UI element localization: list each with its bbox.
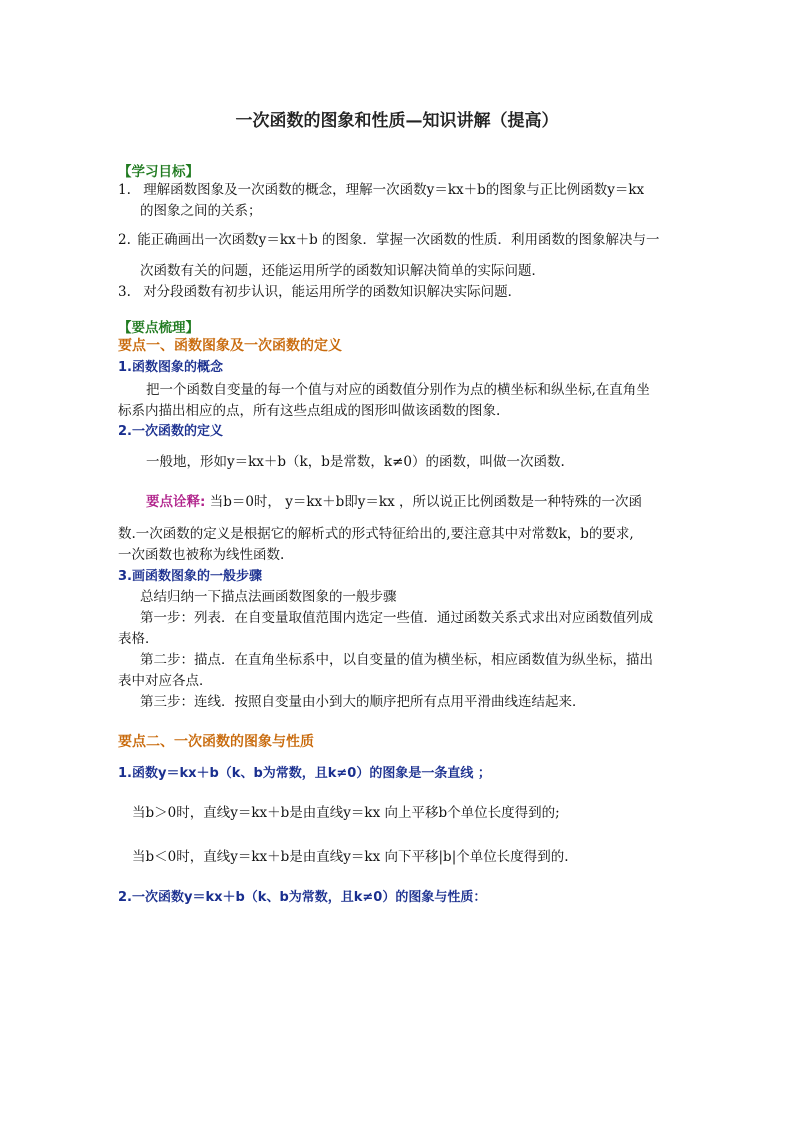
tip-text: 当b＝0时， y＝kx＋b即y＝kx ，所以说正比例函数是一种特殊的一次函: [209, 494, 642, 510]
paragraph-line: 把一个函数自变量的每一个值与对应的函数值分别作为点的横坐标和纵坐标,在直角坐: [146, 382, 650, 398]
page-title: 一次函数的图象和性质—知识讲解（提高）: [235, 111, 559, 131]
section-tag-points: 【要点梳理】: [118, 320, 199, 336]
key-point-1-heading: 要点一、函数图象及一次函数的定义: [118, 338, 342, 354]
subheading-graph-properties: 2.一次函数y＝kx＋b（k、b为常数，且k≠0）的图象与性质：: [118, 890, 487, 905]
paragraph-line: 当b＜0时，直线y＝kx＋b是由直线y＝kx 向下平移|b|个单位长度得到的.: [132, 849, 569, 865]
goal-number: 1.: [118, 182, 131, 198]
goal-item-3: [118, 280, 521, 300]
paragraph-line: 第一步：列表．在自变量取值范围内选定一些值．通过函数关系式求出对应函数值列成: [140, 610, 653, 626]
paragraph-line: 数.一次函数的定义是根据它的解析式的形式特征给出的,要注意其中对常数k，b的要求,: [118, 526, 634, 542]
goal-text: 对分段函数有初步认识，能运用所学的函数知识解决实际问题．: [143, 284, 522, 300]
key-point-2-heading: 要点二、一次函数的图象与性质: [118, 734, 314, 750]
paragraph-line: 表格．: [118, 631, 159, 647]
goal-item-2: [118, 228, 660, 248]
goal-item-1: [118, 178, 644, 198]
subheading-graph-concept: 1.函数图象的概念: [118, 360, 223, 375]
paragraph-line: 当b＞0时，直线y＝kx＋b是由直线y＝kx 向上平移b个单位长度得到的;: [132, 805, 560, 821]
section-tag-goals: 【学习目标】: [118, 164, 199, 180]
subheading-drawing-steps: 3.画函数图象的一般步骤: [118, 569, 262, 584]
paragraph-line: 一次函数也被称为线性函数.: [118, 547, 285, 563]
goal-text: 能正确画出一次函数y＝kx＋b 的图象．掌握一次函数的性质．利用函数的图象解决与一: [137, 232, 660, 248]
goal-text: 理解函数图象及一次函数的概念，理解一次函数y＝kx＋b的图象与正比例函数y＝kx: [143, 182, 645, 198]
paragraph-line: 标系内描出相应的点，所有这些点组成的图形叫做该函数的图象.: [118, 403, 501, 419]
paragraph-line: 第二步：描点．在直角坐标系中，以自变量的值为横坐标，相应函数值为纵坐标，描出: [140, 652, 653, 668]
goal-item-2-cont: 次函数有关的问题，还能运用所学的函数知识解决简单的实际问题．: [140, 263, 545, 279]
subheading-linear-definition: 2.一次函数的定义: [118, 424, 223, 439]
goal-number: 2.: [118, 232, 131, 248]
goal-item-1-cont: 的图象之间的关系；: [140, 203, 262, 219]
paragraph-line: 总结归纳一下描点法画函数图象的一般步骤: [140, 589, 397, 605]
paragraph-line: 第三步：连线．按照自变量由小到大的顺序把所有点用平滑曲线连结起来．: [140, 694, 586, 710]
goal-number: 3.: [118, 284, 131, 300]
paragraph-line: 一般地，形如y＝kx＋b（k，b是常数，k≠0）的函数，叫做一次函数.: [146, 454, 565, 470]
paragraph-line: 表中对应各点．: [118, 673, 213, 689]
tip-line: [146, 490, 642, 510]
tip-label: 要点诠释:: [146, 494, 206, 510]
subheading-graph-is-line: 1.函数y＝kx＋b（k、b为常数，且k≠0）的图象是一条直线 ；: [118, 766, 491, 781]
